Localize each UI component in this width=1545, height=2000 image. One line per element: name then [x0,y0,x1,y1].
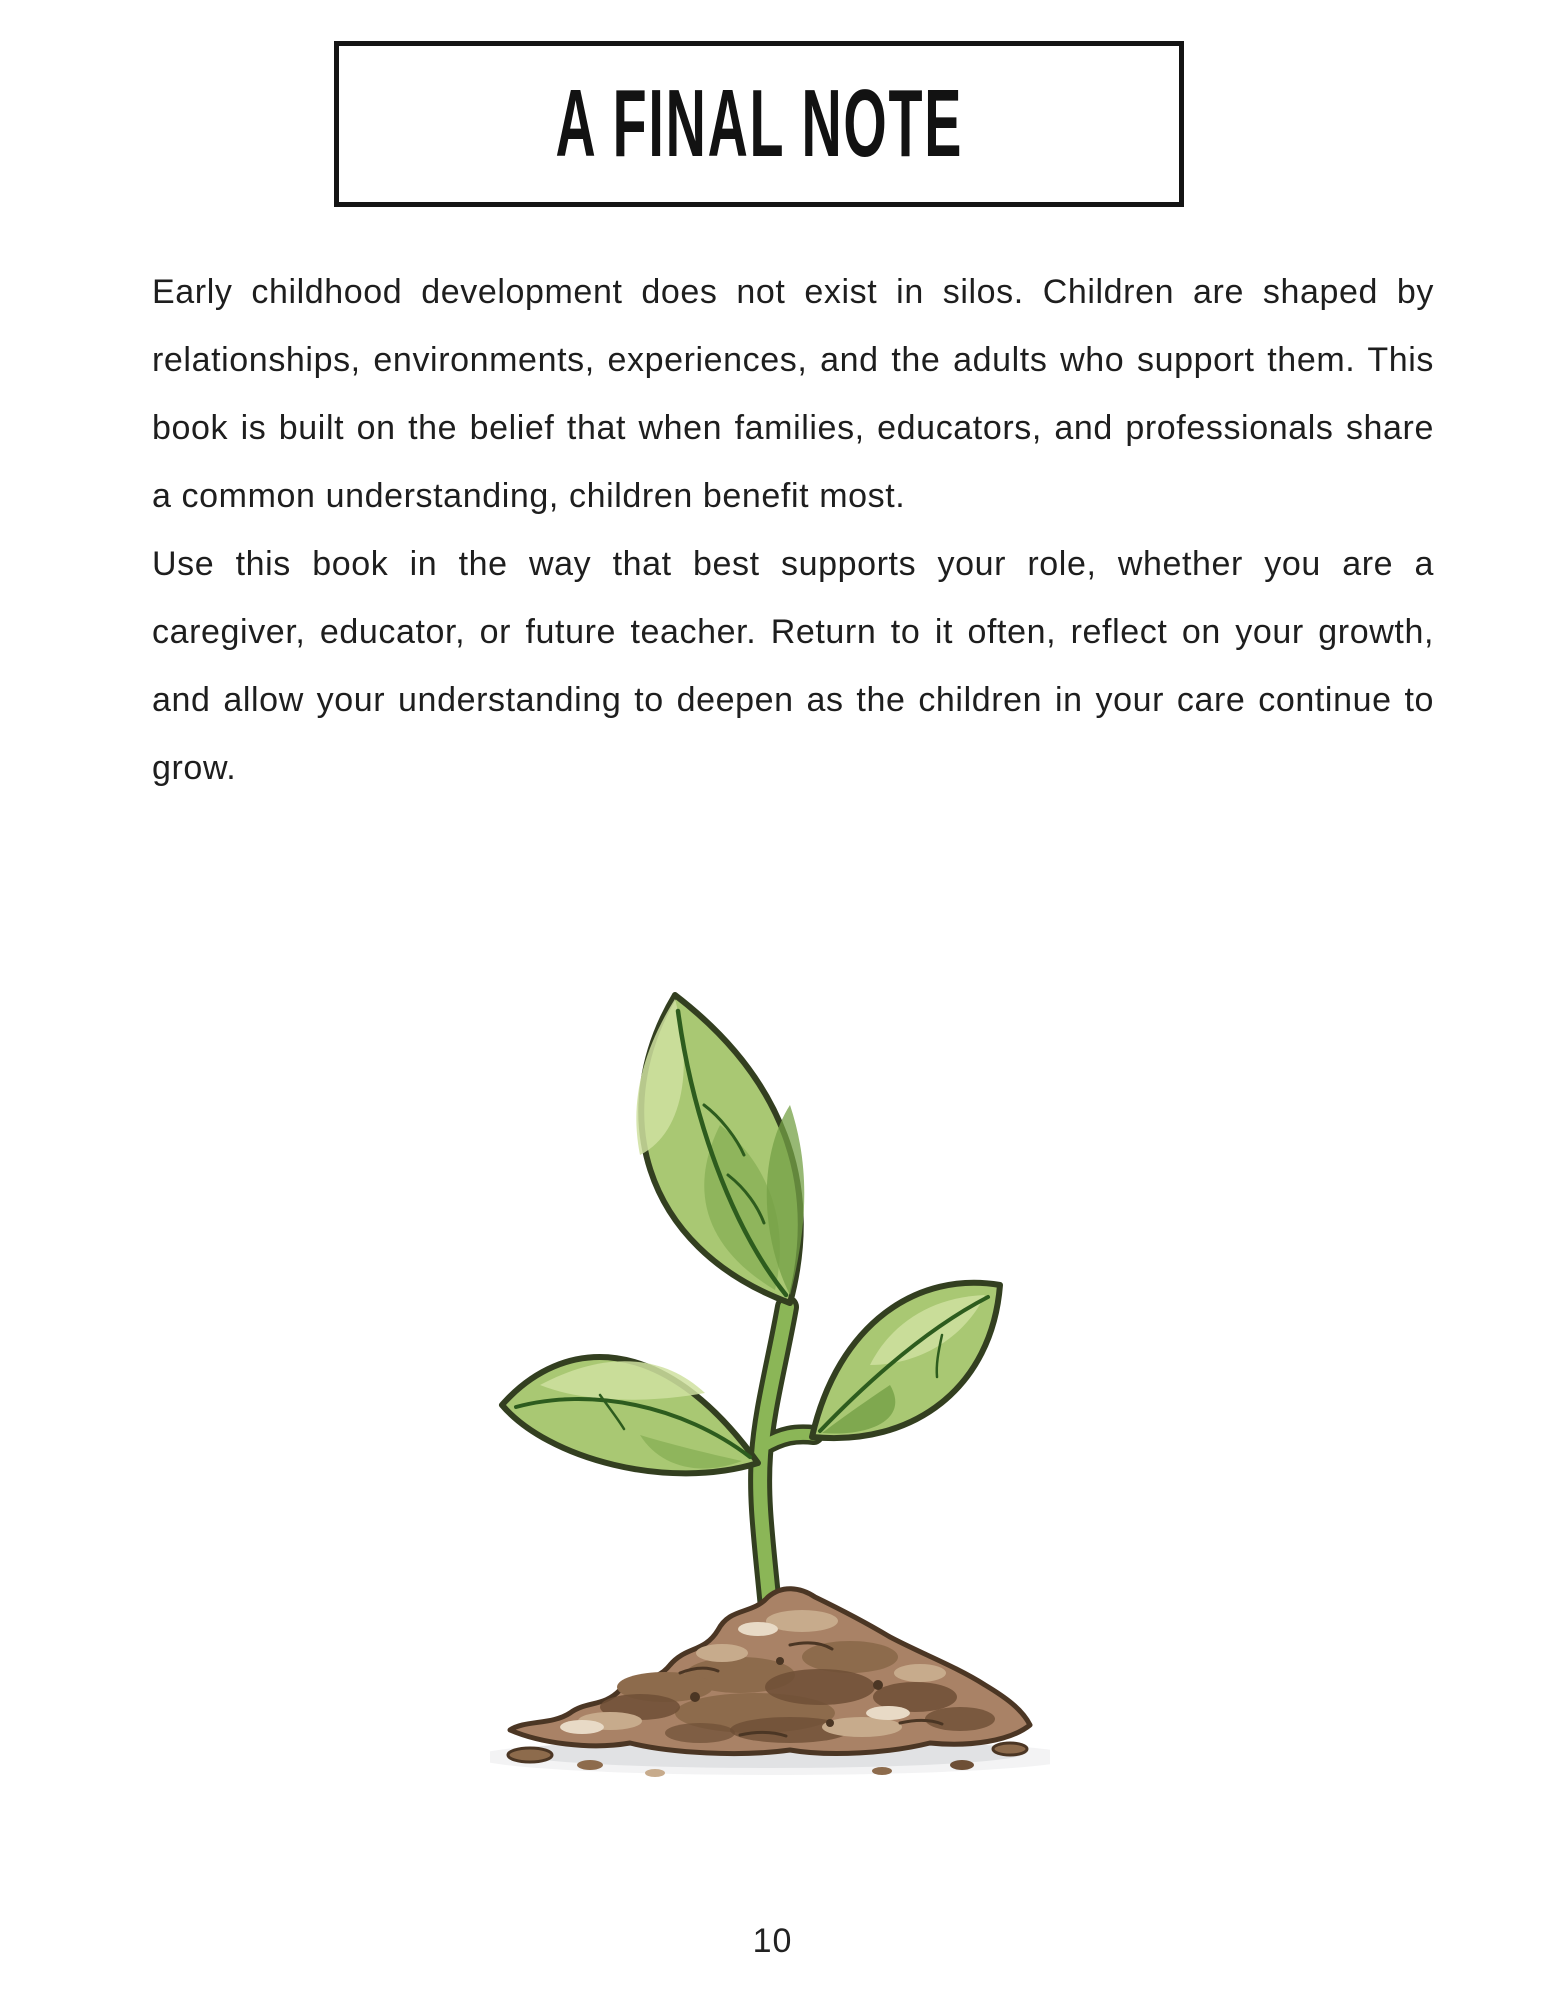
leaf-right [812,1283,1000,1438]
body-text-block [152,258,1434,802]
paragraph-2: Use this book in the way that best supports your role, whether you are a caregiver, educator, or future teacher. Return to it often, reflect on your growth, and allow your understanding to deepen as the children in your care continue to grow. [152,545,1434,787]
leaf-left [502,1357,758,1473]
seedling-illustration [490,985,1050,1795]
leaf-top [636,995,804,1303]
title-frame [334,41,1184,207]
soil-mound [510,1589,1030,1754]
page-title: A FINAL NOTE [555,70,963,177]
paragraph-1: Early childhood development does not exist in silos. Children are shaped by relationships, environments, experiences, and the adults who support them. This book is built on the belief that when families, educators, and professionals share a common understanding, children benefit most. [152,273,1434,515]
page-number: 10 [752,1922,793,1960]
